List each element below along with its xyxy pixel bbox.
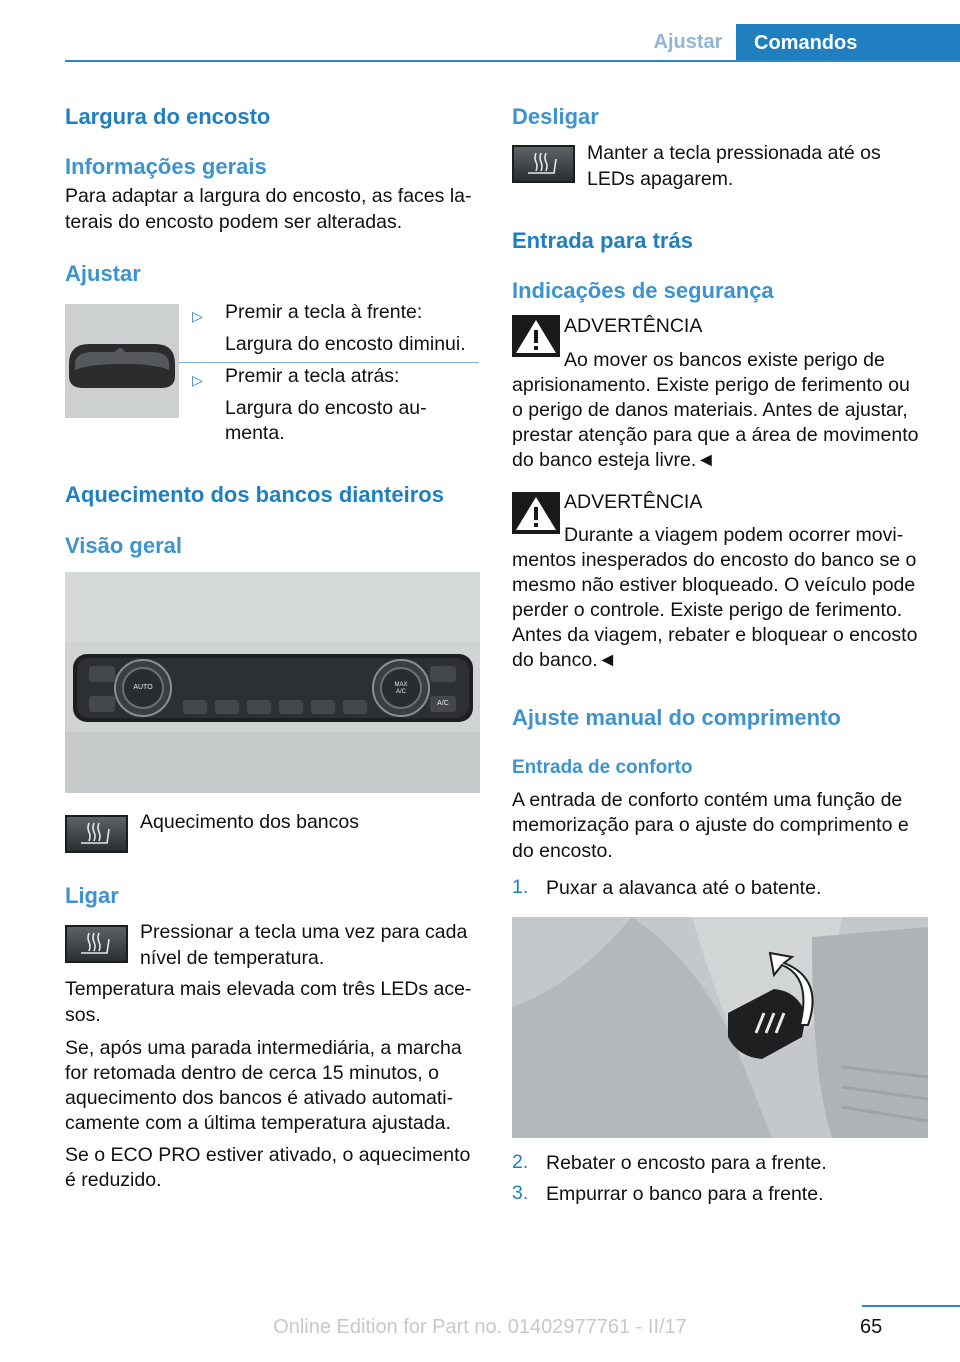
climate-panel-image [65, 572, 480, 793]
temp-line-1: Temperatura mais elevada com três LEDs ace‐ [65, 978, 472, 1000]
seat-heat-icon [67, 927, 126, 961]
warning-triangle-icon [512, 492, 560, 534]
bullet-1-line-b: Largura do encosto diminui. [225, 333, 466, 355]
off-line-1: Manter a tecla pressionada até os [587, 142, 881, 164]
temp-line-2: sos. [65, 1004, 101, 1026]
seat-heat-icon [67, 817, 126, 851]
warning-1-line-1: Ao mover os bancos existe perigo de [564, 349, 885, 371]
heading-off: Desligar [512, 104, 599, 129]
seat-heat-icon [514, 147, 573, 181]
warning-2-line-4: perder o controle. Existe perigo de ferimento. [512, 599, 903, 621]
stop-line-3: aquecimento dos bancos é ativado automati‐ [65, 1087, 454, 1109]
page-number: 65 [860, 1316, 883, 1338]
max-ac-button-label: MAX A/C [394, 682, 408, 695]
on-line-2: nível de temperatura. [140, 947, 325, 969]
width-switch-icon [65, 304, 179, 418]
warning-1-title: ADVERTÊNCIA [564, 315, 703, 337]
bullet-2-line-b1: Largura do encosto au‐ [225, 397, 427, 419]
auto-button-label: AUTO [133, 684, 153, 691]
warning-2-line-2: mentos inesperados do encosto do banco se o [512, 549, 917, 571]
heading-seat-heating: Aquecimento dos bancos dianteiros [65, 482, 444, 507]
warning-2-title: ADVERTÊNCIA [564, 491, 703, 513]
comfort-line-3: do encosto. [512, 840, 613, 862]
seat-heating-button-icon [512, 145, 575, 183]
warning-1-line-3: o perigo de danos materiais. Antes de ajustar, [512, 399, 908, 421]
comfort-line-2: memorização para o ajuste do comprimento e [512, 814, 909, 836]
warning-1-line-5: do banco esteja livre.◄ [512, 449, 716, 471]
warning-2-line-1: Durante a viagem podem ocorrer movi‐ [564, 524, 904, 546]
warning-1-line-4: prestar atenção para que a área de movimento [512, 424, 919, 446]
heading-on: Ligar [65, 883, 119, 908]
warning-2-line-3: mesmo não estiver bloqueado. O veículo pode [512, 574, 916, 596]
seat-lever-drawing [512, 917, 928, 1138]
edition-footer: Online Edition for Part no. 01402977761 - II/17 [273, 1316, 687, 1338]
warning-box [512, 492, 560, 534]
heading-rear-entry: Entrada para trás [512, 228, 693, 253]
heading-safety: Indicações de segurança [512, 278, 774, 303]
heading-general-info: Informações gerais [65, 154, 267, 179]
triangle-bullet-icon: ▷ [192, 308, 203, 324]
ac-button-label: A/C [437, 700, 449, 707]
bullet-2-line-a: Premir a tecla atrás: [225, 365, 400, 387]
stop-line-1: Se, após uma parada intermediária, a marcha [65, 1037, 462, 1059]
step-number: 2. [512, 1151, 529, 1173]
heading-adjust: Ajustar [65, 261, 141, 286]
step-number: 1. [512, 876, 529, 898]
info-line-1: Para adaptar a largura do encosto, as faces la‐ [65, 185, 472, 207]
eco-line-2: é reduzido. [65, 1169, 162, 1191]
step-number: 3. [512, 1182, 529, 1204]
comfort-line-1: A entrada de conforto contém uma função de [512, 789, 903, 811]
bullet-1-line-a: Premir a tecla à frente: [225, 301, 423, 323]
off-line-2: LEDs apagarem. [587, 168, 734, 190]
info-line-2: terais do encosto podem ser alteradas. [65, 211, 403, 233]
warning-1-line-2: aprisionamento. Existe perigo de ferimento ou [512, 374, 910, 396]
bullet-divider [179, 362, 479, 363]
eco-line-1: Se o ECO PRO estiver ativado, o aquecimento [65, 1144, 471, 1166]
seat-lever-image [512, 917, 928, 1138]
warning-2-line-6: do banco.◄ [512, 649, 617, 671]
on-line-1: Pressionar a tecla uma vez para cada [140, 921, 468, 943]
stop-line-4: camente com a última temperatura ajustada. [65, 1112, 451, 1134]
step-text: Rebater o encosto para a frente. [546, 1152, 827, 1174]
warning-box [512, 315, 560, 357]
warning-triangle-icon [512, 315, 560, 357]
seat-heating-button-icon [65, 815, 128, 853]
heading-comfort-entry: Entrada de conforto [512, 757, 693, 778]
width-switch-image [65, 304, 179, 418]
header-rule [65, 60, 960, 62]
stop-line-2: for retomada dentro de cerca 15 minutos, o [65, 1062, 439, 1084]
bullet-2-line-b2: menta. [225, 422, 285, 444]
heading-overview: Visão geral [65, 533, 182, 558]
seat-heating-button-icon [65, 925, 128, 963]
climate-panel-drawing [65, 572, 480, 793]
page-number-rule [862, 1305, 960, 1307]
heading-backrest-width: Largura do encosto [65, 104, 271, 129]
tab-comandos[interactable]: Comandos [736, 24, 960, 62]
tab-ajustar[interactable]: Ajustar [653, 31, 723, 53]
step-text: Puxar a alavanca até o batente. [546, 877, 822, 899]
triangle-bullet-icon: ▷ [192, 372, 203, 388]
heading-manual-adjust: Ajuste manual do comprimento [512, 705, 841, 730]
step-text: Empurrar o banco para a frente. [546, 1183, 824, 1205]
warning-2-line-5: Antes da viagem, rebater e bloquear o encosto [512, 624, 918, 646]
caption-seat-heating: Aquecimento dos bancos [140, 811, 359, 833]
